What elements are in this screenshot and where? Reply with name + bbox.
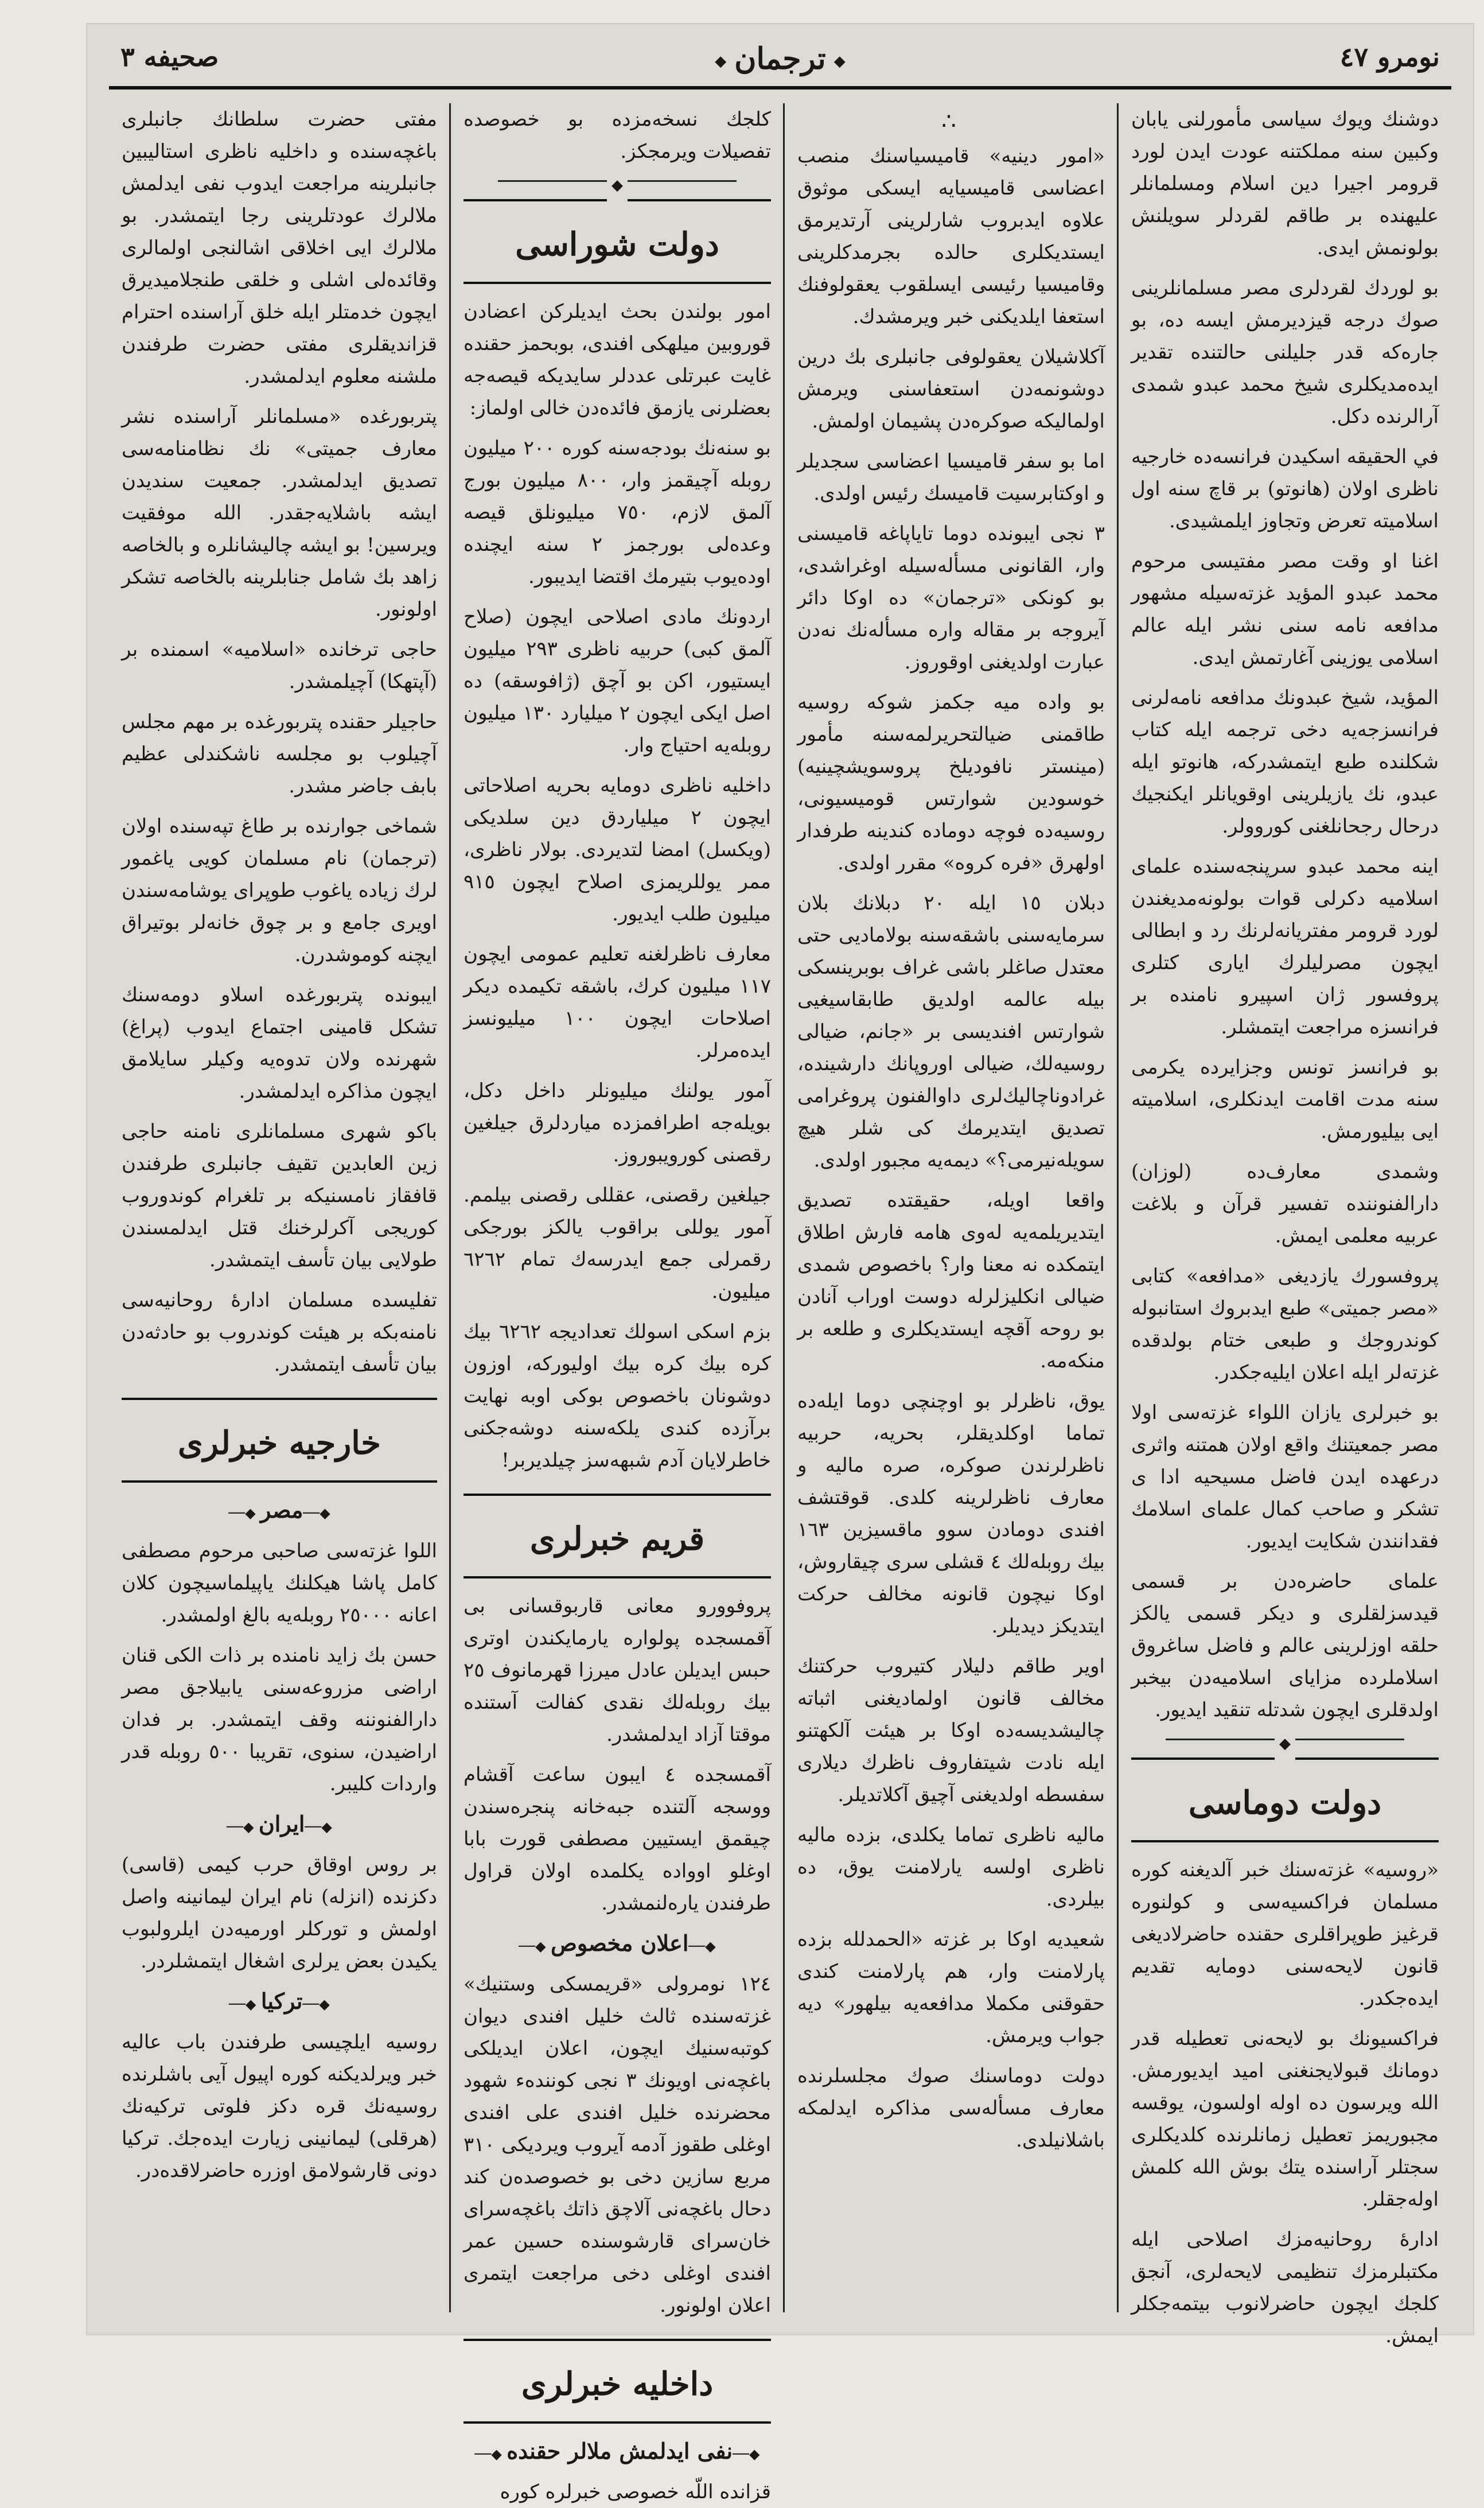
section-header-council (463, 199, 771, 284)
article-paragraph: دولت دوماسنك صوك مجلسلرنده معارف مسأله‌سى مذاكره ايدلمكه باشلانيلدى. (797, 2064, 1105, 2152)
subhead-egypt: ◆── مصر ◆── (122, 1494, 437, 1529)
article-paragraph: علماى حاضره‌دن بر قسمى قيدسزلقلرى و ديكر قسمى يالكز حلقه اوزلرينى عالم و فاضل ساغروق اسلاملرده مزاياى اسلاميه‌دن بيخبر اولدقلرى ايچون شدتله تنقيد ايديور. (1131, 1570, 1439, 1721)
article-paragraph: آقمسجده ٤ ايبون ساعت آقشام ووسجه آلتنده جبه‌خانه پنجره‌سندن چيقمق ايستيين مصطفى قورت بابا اوغلو اوواده يكلمده اولان قراول طرفندن ياره‌لنمشدر. (463, 1763, 771, 1915)
article-paragraph: اردونك مادى اصلاحى ايچون (صلاح آلمق كبى) حربيه ناظرى ٢٩٣ ميليون ايستيور، اكن بو آچق (ژافوسقه) ده اصل ايكى ايچون ٢ ميليارد ١٣٠ ميليون روبله‌يه احتياج وار. (463, 605, 772, 757)
article-paragraph: حاجيلر حقنده پتربورغده بر مهم مجلس آچيلوب بو مجلسه ناشكندلى عظيم بابف جاضر مشدر. (122, 710, 437, 798)
article-paragraph: اللوا غزته‌سى صاحبى مرحوم مصطفى كامل پاشا هيكلنك ياپيلماسيچون كلان اعانه ٢٥٠٠٠ روبله‌يه بالغ اولمشدر. (122, 1539, 437, 1627)
domestic-text: قزانده اللّه خصوصى خبرلره كوره (500, 2480, 771, 2503)
article-paragraph: اما بو سفر قاميسيا اعضاسى سجديلر و اوكتابرسيت قاميسك رئيس اولدى. (797, 450, 1105, 505)
article-paragraph: كلجك نسخه‌مزده بو خصوصده تفصيلات ويرمجكز. (463, 108, 771, 163)
section-header-duma (1131, 1757, 1439, 1842)
article-paragraph: پروفوورو معانى قاربوقسانى بى آقمسجده پولواره يارمايكندن اوترى حبس ايديلن عادل ميرزا قهرمانوف ٢٥ بيك روبله‌لك نقدى كفالت آستنده موقتا آزاد ايدلمشدر. (463, 1595, 771, 1746)
article-paragraph: ادارهٔ روحانيه‌مزك اصلاحى ايله مكتبلرمزك تنظيمى لايحه‌لرى، آنجق كلجك ايچون حاضرلانوب بيتمه‌جكلر ايمش. (1131, 2228, 1439, 2347)
article-paragraph: اغنا او وقت مصر مفتيسى مرحوم محمد عبدو المؤيد غزته‌سيله مشهور مدافعه نامه سنى نشر ايله عالم اسلامى يوزينى آغارتمش ايدى. (1131, 550, 1439, 669)
column-1 (1119, 103, 1451, 2347)
article-paragraph: بو خبرلرى يازان اللواء غزته‌سى اولا مصر جمعيتنك واقع اولان همتنه واثرى درعهده ايدن فاضل مسيحيه ادا ى تشكر و صاحب كمال علماى اسلامك فقدانندن شكايت ايديور. (1131, 1401, 1439, 1553)
article-paragraph: پروفسورك يازديغى «مدافعه» كتابى «مصر جميتى» طبع ايدبروك استانبوله كوندروجك و طبعى ختام بولدقده غزته‌لر ايله اعلان ايليه‌جكدر. (1131, 1265, 1439, 1384)
article-paragraph: ٣ نجى ايبونده دوما تاياپاغه قاميسنى وار، القانونى مسأله‌سيله اوغراشدى، بو كونكى «ترجمان» ده اوكا دائر آيروجه بر مقاله واره مسأله‌نك نه‌دن عبارت اولديغنى اوقوروز. (797, 522, 1105, 674)
notice-heading: ◆── اعلان مخصوص ◆── (463, 1927, 771, 1962)
section-title: خارجيه خبرلرى (178, 1424, 381, 1462)
column-4-articles (122, 103, 437, 1381)
column-3 (451, 103, 784, 2503)
article-paragraph: جيلغين رقصنى، عقللى رقصنى بيلمم. آمور يوللى براقوب يالكز بورجكى رقمرلى جمع ايدرسه‌ك تمام ٦٢٦٢ ميليون. (463, 1184, 771, 1303)
article-paragraph: اوير طاقم دليلار كتيروب حركتنك مخالف قانون اولماديغنى اثباته چاليشديسه‌ده اوكا بر هيئت آلكهتنو ايله نادت شيتفاروف ناظرك ديلارى سفسطه اولديغنى آچيق آكلاتديلر. (797, 1655, 1105, 1806)
article-paragraph: دبلان ١٥ ايله ٢٠ دبلانك بلان سرمايه‌سنى باشقه‌سنه بولاماديى حتى معتدل صاغلر باشى غراف بوبرينسكى بيله عالمه اولديق طابقاسيغيى شوارتس افنديسى بر «جانم، ضيالى روسيه‌لك، ضيالى اوروپانك دارشينده، غرادوناچاليك‌لرى داوالفنون پروغرامى تصديق ايتديرمك كى شلر هيچ سويله‌نيرمى؟» ديمه‌يه مجبور اولدى. (797, 892, 1105, 1172)
newspaper-page (86, 23, 1474, 2503)
article-paragraph: معارف ناظرلغنه تعليم عمومى ايچون ١١٧ ميليون كرك، باشقه تكيمده ديكر اصلاحات ايچون ١٠٠ ميليونسز ايده‌مرلر. (463, 943, 771, 1062)
article-paragraph: «روسيه» غزته‌سنك خبر آلديغنه كوره مسلمان فراكسيه‌سى و كولنوره قرغيز طوپراقلرى حقنده حاضرلاديغى قانون لايحه‌سنى دومايه تقديم ايده‌جكدر. (1131, 1858, 1439, 2010)
issue-number: نومرو ٤٧ (1339, 41, 1440, 72)
article-paragraph: شماخى جوارنده بر طاغ تپه‌سنده اولان (ترجمان) نام مسلمان كويى ياغمور لرك زياده ياغوب طوپراى يوشامه‌سندن اويرى جامع و بر چوق خانه‌لر بوتيراق ايچنه كوموشدرن. (122, 815, 437, 966)
article-paragraph: ماليه ناظرى تماما يكلدى، بزده ماليه ناظرى اولسه يارلامنت يوق، ده بيلردى. (797, 1823, 1105, 1911)
article-paragraph: داخليه ناظرى دومايه بحريه اصلاحاتى ايچون ٢ ميلياردق دين سلديكى (ويكسل) امضا لتديردى. بولار ناظرى، ممر يوللريمزى اصلاح ايچون ٩١٥ ميليون طلب ايديور. (463, 774, 771, 926)
article-paragraph: فراكسيونك بو لايحه‌نى تعطيله قدر دومانك قبولايجنغنى اميد ايديورمش. الله ويرسون ده اوله اولسون، يوقسه مجبوريمز تعطيل زمانلرنده كلديكلرى سجتلر آراسنده يتك بوش الله كلمش اوله‌جقلر. (1131, 2027, 1439, 2211)
section-header-domestic (463, 2339, 771, 2424)
article-paragraph: تفليسده مسلمان ادارهٔ روحانيه‌سى نامنه‌بكه بر هيئت كوندروب بو حادثه‌دن بيان تأسف ايتمشدر. (122, 1289, 437, 1376)
article-paragraph: بزم اسكى اسولك تعداديجه ٦٢٦٢ بيك كره بيك كره بيك اوليورکه، اوزون دوشونان باخصوص بوكى اوبه نهايت برآزده كندى يلكه‌سنه دوشه‌جكنى خاطرلايان آدم شبهه‌سز چيلديربر! (463, 1320, 771, 1472)
divider-ornament (1166, 1739, 1404, 1740)
newspaper-title: ◆ ترجمان ◆ (707, 41, 853, 76)
article-paragraph: باكو شهرى مسلمانلرى نامنه حاجى زين العابدين تقيف جانبلرى طرفندن قافقاز نامسنيكه بر تلغرام كوندوروب كوريجى آكرلرخنك قتل ايدلمسندن طولايى بيان تأسف ايتمشدر. (122, 1120, 437, 1272)
column-4 (109, 103, 450, 2312)
article-paragraph: پتربورغده «مسلمانلر آراسنده نشر معارف جميتى» نك نظامنامه‌سى تصديق ايدلمشدر. جمعيت سنديدن ايشه باشلايه‌جقدر. الله موفقيت ويرسين! بو ايشه چاليشانلره و بالخاصه زاهد بك شامل جنابلرينه بالخاصه تشكر اولونور. (122, 405, 437, 621)
article-paragraph: شعيديه اوكا بر غزته «الحمدلله بزده پارلامنت وار، هم پارلامنت كندى حقوقنى مكملا مدافعه‌يه بيلهور» ديه جواب ويرمش. (797, 1928, 1105, 2047)
duma-articles (1131, 1854, 1439, 2352)
domestic-subhead: ◆── نفى ايدلمش ملالر حقنده ◆── (463, 2435, 771, 2470)
iran-articles (122, 1849, 437, 1977)
article-paragraph: ايبونده پتربورغده اسلاو دومه‌سنك تشكل قامينى اجتماع ايدوب (پراغ) شهرنده ولان تدوه‌يه وكيلر سايلامق ايچون مذاكره ايدلمشدر. (122, 983, 437, 1103)
crimea-articles (463, 1590, 771, 1919)
page-number: صحيفه ٣ (120, 41, 219, 72)
article-paragraph: روسيه ايلچيسى طرفندن باب عاليه خبر ويرلديكنه كوره اپيول آيى باشلرنده روسيه‌نك قره دكز فلوتى تركيه‌نك (هرقلى) ليمانينى زيارت ايده‌جك. تركيا دونى قارشولامق اوزره حاضرلاقده‌در. (122, 2031, 437, 2182)
article-paragraph: واقعا اويله، حقيقتده تصديق ايتديريلمه‌يه له‌وى هامه فارش اطلاق ايتمكده نه معنا وار؟ باخصوص شمدى ضيالى انكليزلرله دوست اوراب آنادن بو روحه آقچه ايستديكلرى و طلعه بر منكه‌مه. (797, 1189, 1105, 1372)
column-2 (785, 103, 1117, 2312)
article-paragraph: المؤيد، شيخ عبدونك مدافعه نامه‌لرنى فرانسزجه‌يه دخى ترجمه ايله كتاب شكلنده طبع ايتمشدركه، هانوتو ايله عبدو، نك يازيلرينى اوقويانلر ايكنجيك درحال رجحانلغنى كوروولر. (1131, 686, 1439, 838)
turkey-articles (122, 2026, 437, 2187)
section-header-crimea (463, 1494, 771, 1578)
section-title: دولت دوماسى (1188, 1784, 1382, 1822)
article-paragraph: اينه محمد عبدو سرپنجه‌سنده علماى اسلاميه دكرلى قوات بولونه‌مديغندن لورد قرومر مفتريانه‌لرنك رد و ابطالى ايچون مصرليلرك ايارى كتلرى پروفسور ژان اسپيرو نامنده بر فرانسزه مراجعت ايتمشلر. (1131, 855, 1439, 1039)
article-paragraph: بر روس اوقاق حرب كيمى (قاسى) دكزنده (انزله) نام ايران ليمانينه واصل اولمش و توركلر اورميه‌دن ايلرولبوب يكيدن بعض يرلرى اشغال ايتمشلردر. (122, 1853, 437, 1973)
article-paragraph: حاجى ترخانده «اسلاميه» اسمنده بر (آپتهكا) آچيلمشدر. (122, 638, 437, 693)
article-paragraph: مفتى حضرت سلطانك جانبلرى باغچه‌سنده و داخليه ناظرى استاليبين جانبلرينه مراجعت ايدوب نفى ايدلمش ملالرك عودتلرينى رجا ايتمشدر. بو ملالرك ايى اخلاقى اشالنجى اولمالرى وقائده‌لى اشلى و خلقى طنجلاميديرق ايچون خدمتلر ايله خلق آراسنده احترام قزانديقلرى مفتى حضرت طرفندن ملشنه معلوم ايدلمشدر. (122, 108, 437, 388)
article-paragraph: دوشنك ويوك سياسى مأمورلنى يابان وكبين سنه مملكتنه عودت ايدن لورد قرومر اجيرا دين اسلام ومسلمانلر عليهنده بر طاقم لقردلر سويلنش بولونمش ايدى. (1131, 108, 1439, 259)
article-paragraph: آكلاشيلان يعقولوفى جانبلرى بك درين دوشونمه‌دن استعفاسنى ويرمش اولماليكه صوكره‌دن پشيمان اولمش. (797, 345, 1105, 433)
article-paragraph: «امور دينيه» قاميسياسنك منصب اعضاسى قاميسيايه ايسكى موثوق علاوه ايدبروب شارلرينى آرتديرمق ايستديكلرى حالده بجرمدكلرينى وقاميسيا رئيسى ايسلقوب يعقولوفنك استعفا ايلديكنى خبر ويرمشدك. (797, 145, 1105, 328)
article-paragraph: في الحقيقه اسكيدن فرانسه‌ده خارجيه ناظرى اولان (هانوتو) بر قاچ سنه اول اسلاميته تعرض وتجاوز ايلمشيدى. (1131, 445, 1439, 532)
subhead-turkey: ◆── تركيا ◆── (122, 1985, 437, 2020)
article-paragraph: بو سنه‌نك بودجه‌سنه كوره ٢٠٠ ميليون روبله آچيقمز وار، ٨٠٠ ميليون بورج آلمق لازم، ٧٥٠ ميليونلق قيصه وعده‌لى بورجمز ٢ سنه ايچنده اوده‌يوب بتيرمك اقتضا ايديبور. (463, 437, 772, 588)
column-1-articles (1131, 103, 1439, 1726)
column-2-articles (797, 140, 1105, 2156)
article-paragraph: امور بولندن بحث ايديلركن اعضادن قوروبين ميلهكى افندى، بوبحمز حقنده غايت عبرتلى عددلر سايديكه قيصه‌جه بعضلرنى يازمق فائده‌دن خالى اولماز: (463, 300, 771, 419)
article-paragraph: حسن بك زايد نامنده بر ذات الكى قنان اراضى مزروعه‌سنى يابيلاجق مصر دارالفنوننه وقف ايتمشدر. بر فدان اراضيدن، سنوى، تقريبا ٥٠٠ روبله قدر واردات كليبر. (122, 1644, 438, 1795)
article-paragraph: يوق، ناظرلر بو اوچنچى دوما ايله‌ده تماما اوكلديقلر، بحريه، حربيه ناظرلرندن صوكره، صره ماليه و معارف ناظرلرينه كلدى. قوقتشف افندى دومادن سوو ماقسيزين ١٦٣ بيك روبلەلك ٤ قشلى سرى چيقاروش، اوكا نيچون قانونه مخالف حركت ايتديكز ديديلر. (797, 1390, 1105, 1638)
article-paragraph: بو واده ميه جكمز شوكه روسيه طاقمنى ضيالتحريرلمه‌سنه مأمور (مينستر نافوديلخ پروسويشچينيه) خوسودين شوارتس قوميسيونى، روسيه‌ده فوچه دوماده كندينه طرفدار اولهرق «فره كروه» مقرر اولدى. (797, 691, 1105, 874)
article-paragraph: بو لوردك لقردلرى مصر مسلمانلرينى صوك درجه قيزديرمش ايسه ده، بو جاره‌كه قدر جليلنى حالتنده تقدير ايده‌مديكلرى شيخ محمد عبدو شمدى آرالرنده دكل. (1131, 277, 1439, 428)
egypt-articles (122, 1535, 437, 1800)
ornament-icon: ∴ (941, 108, 961, 135)
section-header-foreign (122, 1398, 437, 1483)
section-title: داخليه خبرلرى (521, 2365, 714, 2403)
divider-ornament (498, 180, 737, 182)
article-paragraph: آمور يولنك ميليونلر داخل دكل، بويله‌جه اطرافمزده مياردلرق جيلغين رقصنى كورويبوروز. (463, 1079, 771, 1166)
article-paragraph: بو فرانسز تونس وجزايرده يكرمى سنه مدت اقامت ايدنكلرى، اسلاميته ايى بيليورمش. (1131, 1056, 1439, 1143)
notice-text: ١٢٤ نومرولى «قريمسكى وستنيك» غزته‌سنده ثالث خليل افندى ديوان كوتبه‌سنيك ايچون، اعلان ايديلكى باغچه‌نى اويونك ٣ نجى كونندهء شهود محضرنده خليل افندى على افندى اوغلى طقوز آدمه آيروب ويرديكى ٣١٠ مربع سازين دخى بو خصوصده‌ن كند دحال باغچه‌نى آلاچق ذاتك باغچه‌سراى خان‌سراى قارشوسنده حسين عمر افندى اوغلى دخى مراجعت ايتمرى اعلان اولونور. (463, 1973, 771, 2317)
column-3-intro (463, 103, 771, 168)
section-title: دولت شوراسى (515, 225, 719, 263)
masthead (109, 34, 1451, 90)
section-title: قريم خبرلرى (529, 1520, 705, 1558)
article-paragraph: وشمدى معارف‌ده (لوزان) دارالفنوننده تفسير قرآن و بلاغت عربيه معلمى ايمش. (1131, 1160, 1439, 1247)
subhead-iran: ◆── ايران ◆── (122, 1808, 437, 1843)
council-articles (463, 295, 771, 1476)
